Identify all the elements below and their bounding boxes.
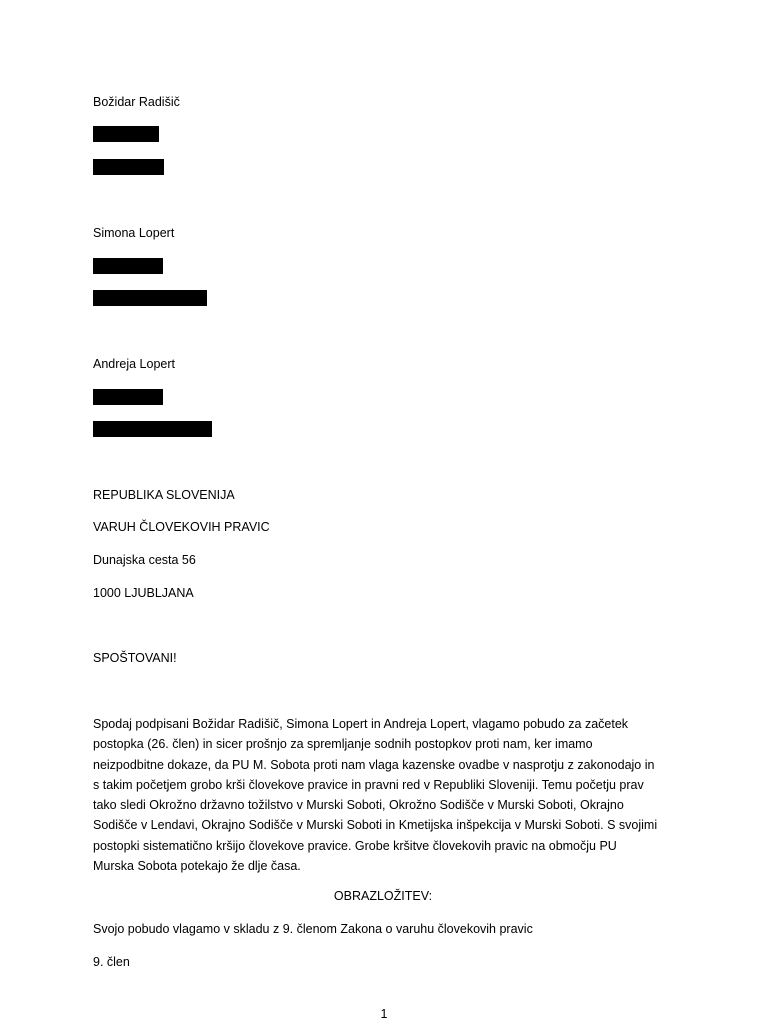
recipient-line-1: REPUBLIKA SLOVENIJA <box>93 488 235 502</box>
greeting: SPOŠTOVANI! <box>93 651 177 665</box>
body-line: Spodaj podpisani Božidar Radišič, Simona Lopert in Andreja Lopert, vlagamo pobudo za začetek <box>93 717 629 731</box>
redaction-bar <box>93 258 163 274</box>
recipient-line-2: VARUH ČLOVEKOVIH PRAVIC <box>93 520 270 534</box>
body-line: Murska Sobota potekajo že dlje časa. <box>93 859 301 874</box>
sender-name-2: Simona Lopert <box>93 226 175 240</box>
section-heading: OBRAZLOŽITEV: <box>333 889 433 903</box>
sender-name-3: Andreja Lopert <box>93 357 176 371</box>
article-label: 9. člen <box>93 955 130 969</box>
body-paragraph <box>93 714 683 876</box>
body-line: s takim početjem grobo krši človekove pravice in pravni red v Republiki Sloveniji. Temu početju prav <box>93 777 644 792</box>
body-line: tako sledi Okrožno državno tožilstvo v Murski Soboti, Okrožno Sodišče v Murski Soboti, Okrajno <box>93 798 624 813</box>
recipient-line-4: 1000 LJUBLJANA <box>93 586 194 600</box>
body-line: Sodišče v Lendavi, Okrajno Sodišče v Murski Soboti in Kmetijska inšpekcija v Murski Soboti. S svojimi <box>93 818 658 833</box>
sender-name-1: Božidar Radišič <box>93 95 180 109</box>
body-line: postopka (26. člen) in sicer prošnjo za spremljanje sodnih postopkov proti nam, ker imamo <box>93 737 593 752</box>
redaction-bar <box>93 421 212 437</box>
recipient-line-3: Dunajska cesta 56 <box>93 553 196 567</box>
redaction-bar <box>93 290 207 306</box>
body-line: neizpodbitne dokaze, da PU M. Sobota proti nam vlaga kazenske ovadbe v nasprotju z zakonodajo in <box>93 757 655 772</box>
basis-sentence: Svojo pobudo vlagamo v skladu z 9. členom Zakona o varuhu človekovih pravic <box>93 922 533 936</box>
redaction-bar <box>93 389 163 405</box>
redaction-bar <box>93 126 159 142</box>
page-number: 1 <box>380 1007 388 1021</box>
redaction-bar <box>93 159 164 175</box>
body-line: postopki sistematično kršijo človekove pravice. Grobe kršitve človekovih pravic na območju PU <box>93 838 617 853</box>
